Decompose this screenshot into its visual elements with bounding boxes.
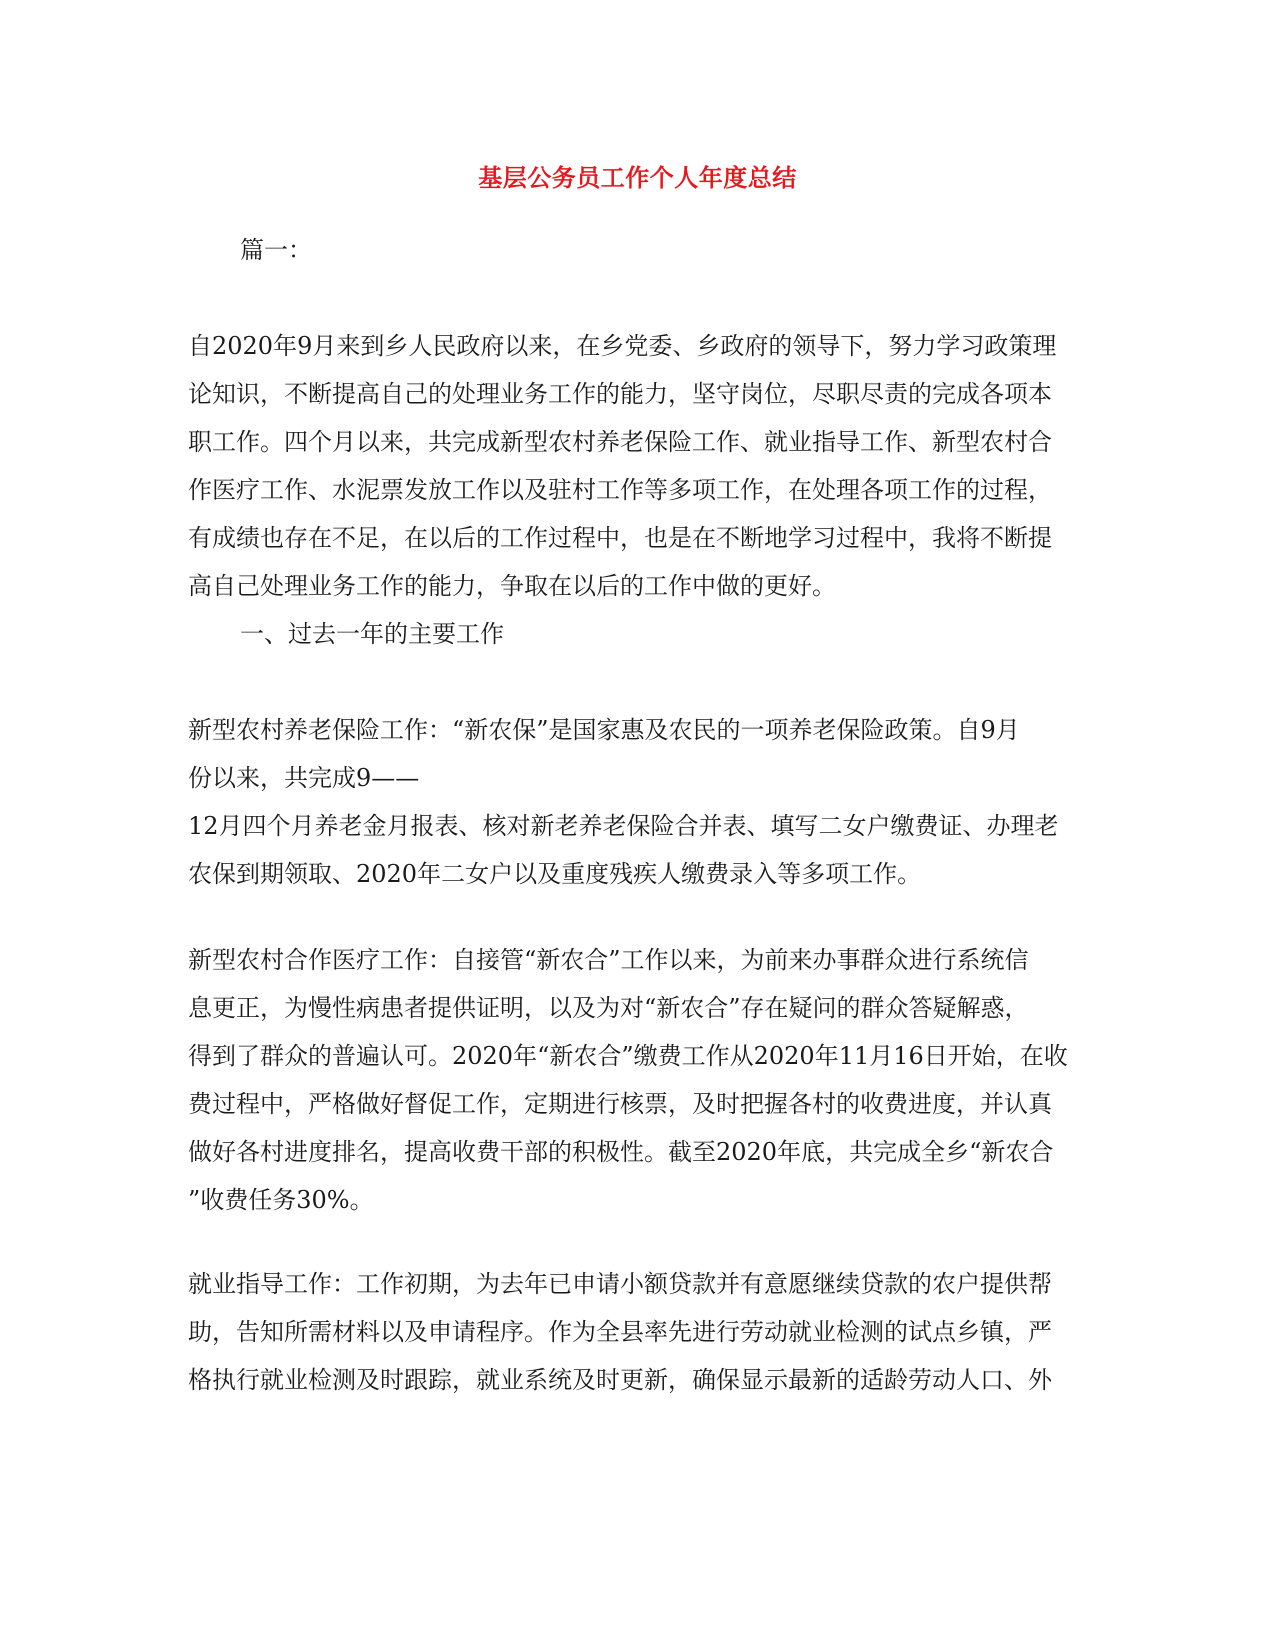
medical-paragraph — [188, 936, 1088, 1224]
paragraph-line: 份以来，共完成9—— — [188, 764, 420, 792]
paragraph-line: 格执行就业检测及时跟踪，就业系统及时更新，确保显示最新的适龄劳动人口、外 — [188, 1366, 1052, 1394]
paragraph-line: ”收费任务30%。 — [188, 1186, 374, 1214]
paragraph-line: 新型农村合作医疗工作：自接管“新农合”工作以来，为前来办事群众进行系统信 — [188, 946, 1029, 974]
paragraph-line: 息更正，为慢性病患者提供证明，以及为对“新农合”存在疑问的群众答疑解惑， — [188, 994, 1029, 1022]
paragraph-line: 论知识，不断提高自己的处理业务工作的能力，坚守岗位，尽职尽责的完成各项本 — [188, 380, 1052, 408]
paragraph-line: 新型农村养老保险工作：“新农保”是国家惠及农民的一项养老保险政策。自9月 — [188, 716, 1020, 744]
paragraph-line: 职工作。四个月以来，共完成新型农村养老保险工作、就业指导工作、新型农村合 — [188, 428, 1052, 456]
paragraph-line: 费过程中，严格做好督促工作，定期进行核票，及时把握各村的收费进度，并认真 — [188, 1090, 1052, 1118]
paragraph-line: 高自己处理业务工作的能力，争取在以后的工作中做的更好。 — [188, 572, 836, 600]
paragraph-line: 助，告知所需材料以及申请程序。作为全县率先进行劳动就业检测的试点乡镇，严 — [188, 1318, 1052, 1346]
paragraph-line: 自2020年9月来到乡人民政府以来，在乡党委、乡政府的领导下，努力学习政策理 — [188, 332, 1057, 360]
employment-paragraph — [188, 1260, 1088, 1404]
paragraph-line: 有成绩也存在不足，在以后的工作过程中，也是在不断地学习过程中，我将不断提 — [188, 524, 1052, 552]
section-heading: 一、过去一年的主要工作 — [240, 620, 504, 648]
paragraph-line: 得到了群众的普遍认可。2020年“新农合”缴费工作从2020年11月16日开始，在收 — [188, 1042, 1068, 1070]
intro-paragraph — [188, 322, 1088, 610]
paragraph-line: 农保到期领取、2020年二女户以及重度残疾人缴费录入等多项工作。 — [188, 860, 922, 888]
pension-paragraph — [188, 706, 1088, 898]
paragraph-line: 做好各村进度排名，提高收费干部的积极性。截至2020年底，共完成全乡“新农合 — [188, 1138, 1054, 1166]
document-title: 基层公务员工作个人年度总结 — [478, 163, 797, 192]
paragraph-line: 作医疗工作、水泥票发放工作以及驻村工作等多项工作，在处理各项工作的过程， — [188, 476, 1052, 504]
paragraph-line: 就业指导工作：工作初期，为去年已申请小额贷款并有意愿继续贷款的农户提供帮 — [188, 1270, 1052, 1298]
part-label: 篇一： — [240, 236, 312, 264]
paragraph-line: 12月四个月养老金月报表、核对新老养老保险合并表、填写二女户缴费证、办理老 — [188, 812, 1059, 840]
